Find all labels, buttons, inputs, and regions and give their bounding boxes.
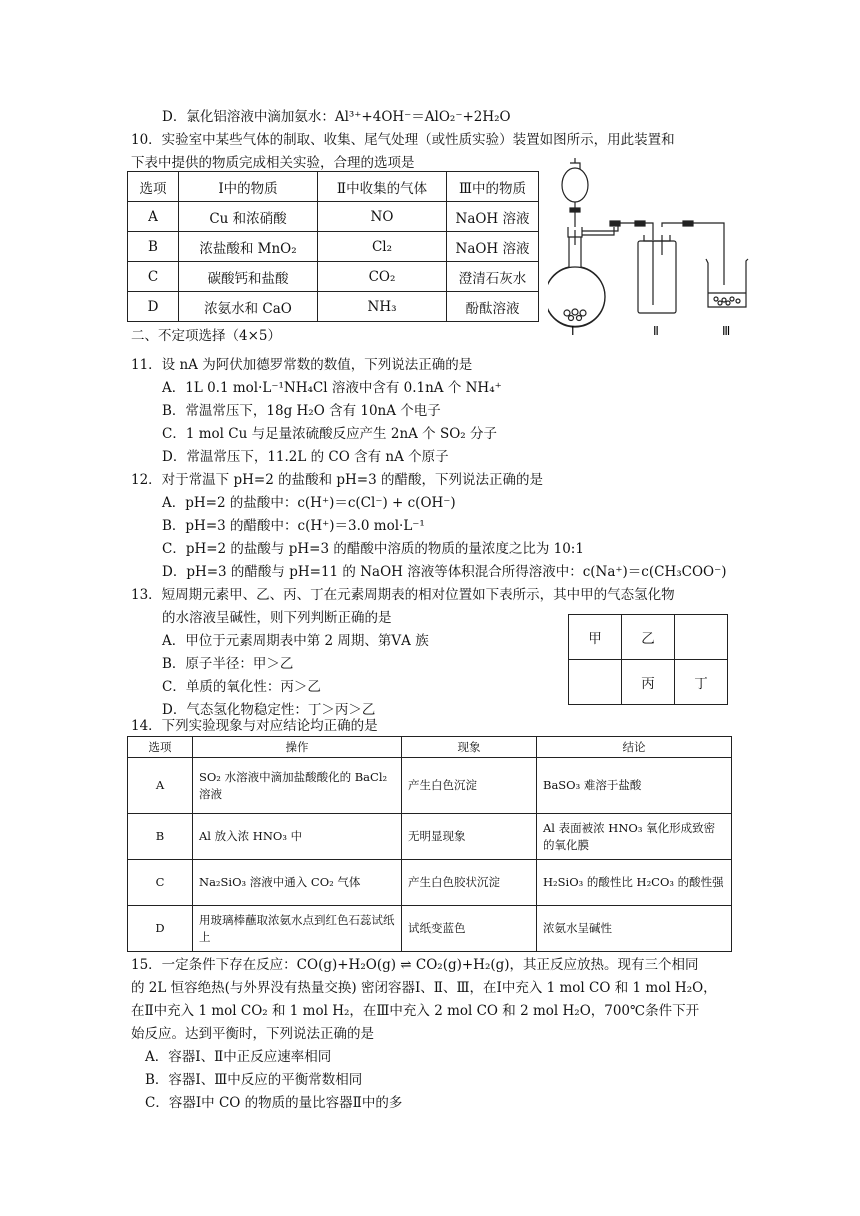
q15-option-c: C．容器Ⅰ中 CO 的物质的量比容器Ⅱ中的多	[145, 1095, 403, 1111]
q15-stem-line4: 始反应。达到平衡时，下列说法正确的是	[131, 1026, 374, 1042]
table-cell: Cu 和浓硝酸	[179, 202, 318, 232]
table-cell: 无明显现象	[402, 814, 537, 860]
section-2-heading: 二、不定项选择（4×5）	[131, 328, 281, 344]
q13-option-c: C．单质的氧化性：丙＞乙	[162, 679, 321, 695]
table-header: 选项	[128, 737, 193, 758]
table-row	[569, 660, 728, 705]
table-cell: NaOH 溶液	[447, 232, 539, 262]
q12-option-d: D．pH=3 的醋酸与 pH=11 的 NaOH 溶液等体积混合所得溶液中：c(Na⁺)＝c(CH₃COO⁻)	[162, 564, 727, 580]
q12-stem: 12．对于常温下 pH=2 的盐酸和 pH=3 的醋酸，下列说法正确的是	[131, 472, 543, 488]
table-cell: CO₂	[318, 262, 447, 292]
q10-stem-line1: 10．实验室中某些气体的制取、收集、尾气处理（或性质实验）装置如图所示，用此装置和	[131, 132, 675, 148]
table-cell: Na₂SiO₃ 溶液中通入 CO₂ 气体	[193, 860, 402, 906]
table-header: 结论	[537, 737, 732, 758]
table-row	[128, 262, 539, 292]
table-cell: H₂SiO₃ 的酸性比 H₂CO₃ 的酸性强	[537, 860, 732, 906]
q15-stem-line1: 15．一定条件下存在反应：CO(g)+H₂O(g) ⇌ CO₂(g)+H₂(g)，其正反应放热。现有三个相同	[131, 957, 699, 973]
q13-stem-line1: 13．短周期元素甲、乙、丙、丁在元素周期表的相对位置如下表所示，其中甲的气态氢化物	[131, 587, 675, 603]
table-header-row	[128, 172, 539, 202]
table-cell	[569, 660, 622, 705]
table-cell: 用玻璃棒蘸取浓氨水点到红色石蕊试纸上	[193, 906, 402, 952]
table-row	[128, 202, 539, 232]
table-header: Ⅲ中的物质	[447, 172, 539, 202]
q13-option-b: B．原子半径：甲＞乙	[162, 656, 294, 672]
q14-table	[127, 736, 732, 952]
q15-stem-line2: 的 2L 恒容绝热(与外界没有热量交换) 密闭容器Ⅰ、Ⅱ、Ⅲ，在Ⅰ中充入 1 mol CO 和 1 mol H₂O，	[131, 980, 717, 996]
table-cell: D	[128, 906, 193, 952]
apparatus-label-2: Ⅱ	[653, 324, 659, 338]
apparatus-label-3: Ⅲ	[722, 324, 731, 338]
table-header: 选项	[128, 172, 179, 202]
table-cell: B	[128, 232, 179, 262]
q11-option-d: D．常温常压下，11.2L 的 CO 含有 nA 个原子	[162, 449, 449, 465]
table-cell: Al 放入浓 HNO₃ 中	[193, 814, 402, 860]
periodic-table-fragment	[568, 614, 728, 705]
q10-stem-line2: 下表中提供的物质完成相关实验，合理的选项是	[131, 155, 415, 171]
table-cell: 碳酸钙和盐酸	[179, 262, 318, 292]
table-cell: 酚酞溶液	[447, 292, 539, 322]
q11-stem: 11．设 nA 为阿伏加德罗常数的数值，下列说法正确的是	[131, 357, 473, 373]
q12-option-b: B．pH=3 的醋酸中：c(H⁺)＝3.0 mol·L⁻¹	[162, 518, 425, 534]
table-cell: 丙	[622, 660, 675, 705]
table-cell: B	[128, 814, 193, 860]
table-row	[128, 758, 732, 814]
table-cell: 试纸变蓝色	[402, 906, 537, 952]
table-cell: 丁	[675, 660, 728, 705]
table-cell: A	[128, 758, 193, 814]
table-header: 操作	[193, 737, 402, 758]
q13-stem-line2: 的水溶液呈碱性，则下列判断正确的是	[162, 610, 392, 626]
apparatus-label-1: Ⅰ	[571, 324, 575, 338]
table-cell: NO	[318, 202, 447, 232]
q15-stem-line3: 在Ⅱ中充入 1 mol CO₂ 和 1 mol H₂，在Ⅲ中充入 2 mol CO 和 2 mol H₂O，700℃条件下开	[131, 1003, 700, 1019]
table-row	[128, 860, 732, 906]
q11-option-b: B．常温常压下，18g H₂O 含有 10nA 个电子	[162, 403, 441, 419]
q11-option-a: A．1L 0.1 mol·L⁻¹NH₄Cl 溶液中含有 0.1nA 个 NH₄⁺	[162, 380, 502, 396]
table-header: Ⅰ中的物质	[179, 172, 318, 202]
table-cell: BaSO₃ 难溶于盐酸	[537, 758, 732, 814]
table-cell: 乙	[622, 615, 675, 660]
table-header: 现象	[402, 737, 537, 758]
table-cell: Cl₂	[318, 232, 447, 262]
q15-option-b: B．容器Ⅰ、Ⅲ中反应的平衡常数相同	[145, 1072, 363, 1088]
table-cell: 甲	[569, 615, 622, 660]
table-cell: 产生白色胶状沉淀	[402, 860, 537, 906]
q15-option-a: A．容器Ⅰ、Ⅱ中正反应速率相同	[145, 1049, 332, 1065]
q12-option-c: C．pH=2 的盐酸与 pH=3 的醋酸中溶质的物质的量浓度之比为 10:1	[162, 541, 584, 557]
table-cell: 浓氨水和 CaO	[179, 292, 318, 322]
table-cell: 产生白色沉淀	[402, 758, 537, 814]
table-row	[128, 814, 732, 860]
table-row	[128, 232, 539, 262]
table-header-row	[128, 737, 732, 758]
q13-option-d: D．气态氢化物稳定性：丁＞丙＞乙	[162, 702, 376, 718]
q12-option-a: A．pH=2 的盐酸中：c(H⁺)＝c(Cl⁻) + c(OH⁻)	[162, 495, 456, 511]
table-cell: D	[128, 292, 179, 322]
table-row	[569, 615, 728, 660]
table-cell: C	[128, 860, 193, 906]
table-cell: 浓氨水呈碱性	[537, 906, 732, 952]
q11-option-c: C．1 mol Cu 与足量浓硫酸反应产生 2nA 个 SO₂ 分子	[162, 426, 497, 442]
table-cell: NH₃	[318, 292, 447, 322]
q13-option-a: A．甲位于元素周期表中第 2 周期、第ⅤA 族	[162, 633, 429, 649]
table-header: Ⅱ中收集的气体	[318, 172, 447, 202]
table-cell: A	[128, 202, 179, 232]
table-cell: SO₂ 水溶液中滴加盐酸酸化的 BaCl₂ 溶液	[193, 758, 402, 814]
q10-table	[127, 171, 539, 322]
table-cell: Al 表面被浓 HNO₃ 氧化形成致密的氧化膜	[537, 814, 732, 860]
apparatus-diagram	[548, 155, 760, 341]
table-cell: 浓盐酸和 MnO₂	[179, 232, 318, 262]
table-row	[128, 906, 732, 952]
table-row	[128, 292, 539, 322]
table-cell	[675, 615, 728, 660]
table-cell: C	[128, 262, 179, 292]
table-cell: NaOH 溶液	[447, 202, 539, 232]
q14-stem: 14．下列实验现象与对应结论均正确的是	[131, 718, 378, 734]
table-cell: 澄清石灰水	[447, 262, 539, 292]
q9-option-d: D．氯化铝溶液中滴加氨水：Al³⁺+4OH⁻＝AlO₂⁻+2H₂O	[162, 109, 511, 125]
